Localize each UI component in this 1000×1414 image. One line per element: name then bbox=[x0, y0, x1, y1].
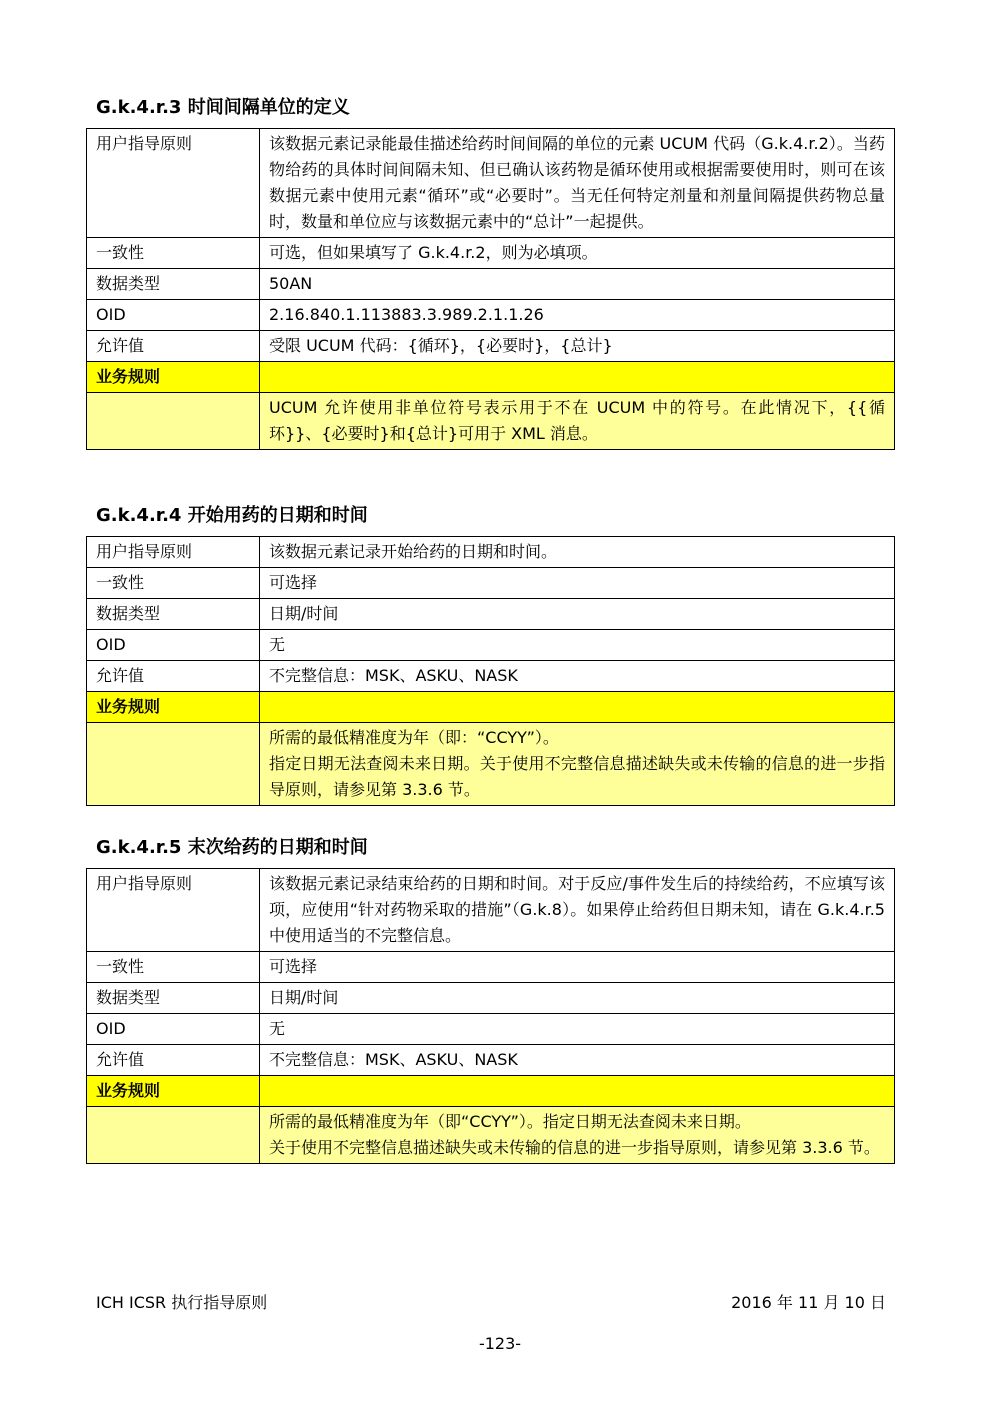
row-label: 用户指导原则 bbox=[87, 537, 260, 568]
business-rule-text: 所需的最低精准度为年（即：“CCYY”）。 bbox=[269, 728, 559, 747]
business-rules-header bbox=[87, 362, 895, 393]
row-label: 允许值 bbox=[87, 1045, 260, 1076]
row-label: OID bbox=[87, 300, 260, 331]
row-label: 一致性 bbox=[87, 952, 260, 983]
row-label: OID bbox=[87, 630, 260, 661]
table-row bbox=[87, 952, 895, 983]
row-label: 用户指导原则 bbox=[87, 129, 260, 238]
row-value: 受限 UCUM 代码：{循环}，{必要时}，{总计} bbox=[260, 331, 895, 362]
row-value: 可选，但如果填写了 G.k.4.r.2，则为必填项。 bbox=[260, 238, 895, 269]
table-row bbox=[87, 983, 895, 1014]
table-row bbox=[87, 238, 895, 269]
row-value: 可选择 bbox=[260, 952, 895, 983]
row-label: 一致性 bbox=[87, 568, 260, 599]
spec-table bbox=[86, 128, 895, 450]
business-rules-body bbox=[87, 393, 895, 450]
business-rules-label: 业务规则 bbox=[87, 1076, 260, 1107]
row-value: 可选择 bbox=[260, 568, 895, 599]
page-number: -123- bbox=[478, 1334, 522, 1353]
business-rules-body bbox=[87, 1107, 895, 1164]
business-rules-label: 业务规则 bbox=[87, 362, 260, 393]
row-value: 不完整信息：MSK、ASKU、NASK bbox=[260, 661, 895, 692]
row-value: 不完整信息：MSK、ASKU、NASK bbox=[260, 1045, 895, 1076]
business-rules-body bbox=[87, 723, 895, 806]
table-row bbox=[87, 661, 895, 692]
table-row bbox=[87, 630, 895, 661]
table-row bbox=[87, 599, 895, 630]
table-row bbox=[87, 1014, 895, 1045]
business-rule-text: 所需的最低精准度为年（即“CCYY”）。指定日期无法查阅未来日期。 bbox=[269, 1112, 751, 1131]
table-row bbox=[87, 300, 895, 331]
business-rule-text: 指定日期无法查阅未来日期。关于使用不完整信息描述缺失或未传输的信息的进一步指导原则，请参见第 3.3.6 节。 bbox=[269, 754, 885, 799]
table-row bbox=[87, 537, 895, 568]
row-value: 50AN bbox=[260, 269, 895, 300]
section-title: G.k.4.r.3 时间间隔单位的定义 bbox=[96, 97, 350, 118]
row-value: 无 bbox=[260, 1014, 895, 1045]
row-label: 允许值 bbox=[87, 331, 260, 362]
footer-document-title: ICH ICSR 执行指导原则 bbox=[96, 1293, 268, 1312]
row-value: 无 bbox=[260, 630, 895, 661]
section-g-k-4-r-4 bbox=[86, 504, 895, 806]
table-row bbox=[87, 129, 895, 238]
row-label: 用户指导原则 bbox=[87, 869, 260, 952]
business-rules-header bbox=[87, 1076, 895, 1107]
row-label: 允许值 bbox=[87, 661, 260, 692]
row-value: 2.16.840.1.113883.3.989.2.1.1.26 bbox=[260, 300, 895, 331]
row-value: 该数据元素记录开始给药的日期和时间。 bbox=[260, 537, 895, 568]
section-g-k-4-r-5 bbox=[86, 836, 895, 1164]
row-value: 日期/时间 bbox=[260, 599, 895, 630]
table-row bbox=[87, 269, 895, 300]
section-title: G.k.4.r.5 末次给药的日期和时间 bbox=[96, 837, 368, 858]
row-value: 日期/时间 bbox=[260, 983, 895, 1014]
row-label: 一致性 bbox=[87, 238, 260, 269]
business-rules-label: 业务规则 bbox=[87, 692, 260, 723]
table-row bbox=[87, 869, 895, 952]
spec-table bbox=[86, 868, 895, 1164]
table-row bbox=[87, 1045, 895, 1076]
spec-table bbox=[86, 536, 895, 806]
table-row bbox=[87, 568, 895, 599]
business-rule-text: 关于使用不完整信息描述缺失或未传输的信息的进一步指导原则，请参见第 3.3.6 节。 bbox=[269, 1138, 880, 1157]
section-g-k-4-r-3 bbox=[86, 96, 895, 450]
footer-date: 2016 年 11 月 10 日 bbox=[731, 1293, 886, 1312]
section-title: G.k.4.r.4 开始用药的日期和时间 bbox=[96, 505, 368, 526]
row-label: 数据类型 bbox=[87, 269, 260, 300]
row-value: 该数据元素记录结束给药的日期和时间。对于反应/事件发生后的持续给药，不应填写该项，应使用“针对药物采取的措施”（G.k.8）。如果停止给药但日期未知，请在 G.k.4.r.5 中使用适当的不完整信息。 bbox=[260, 869, 895, 952]
business-rule-text: UCUM 允许使用非单位符号表示用于不在 UCUM 中的符号。在此情况下，{{循环}}、{必要时}和{总计}可用于 XML 消息。 bbox=[269, 398, 885, 443]
row-label: 数据类型 bbox=[87, 599, 260, 630]
row-value: 该数据元素记录能最佳描述给药时间间隔的单位的元素 UCUM 代码（G.k.4.r.2）。当药物给药的具体时间间隔未知、但已确认该药物是循环使用或根据需要使用时，则可在该数据元素中使用元素“循环”或“必要时”。当无任何特定剂量和剂量间隔提供药物总量时，数量和单位应与该数据元素中的“总计”一起提供。 bbox=[260, 129, 895, 238]
business-rules-header bbox=[87, 692, 895, 723]
row-label: OID bbox=[87, 1014, 260, 1045]
table-row bbox=[87, 331, 895, 362]
row-label: 数据类型 bbox=[87, 983, 260, 1014]
